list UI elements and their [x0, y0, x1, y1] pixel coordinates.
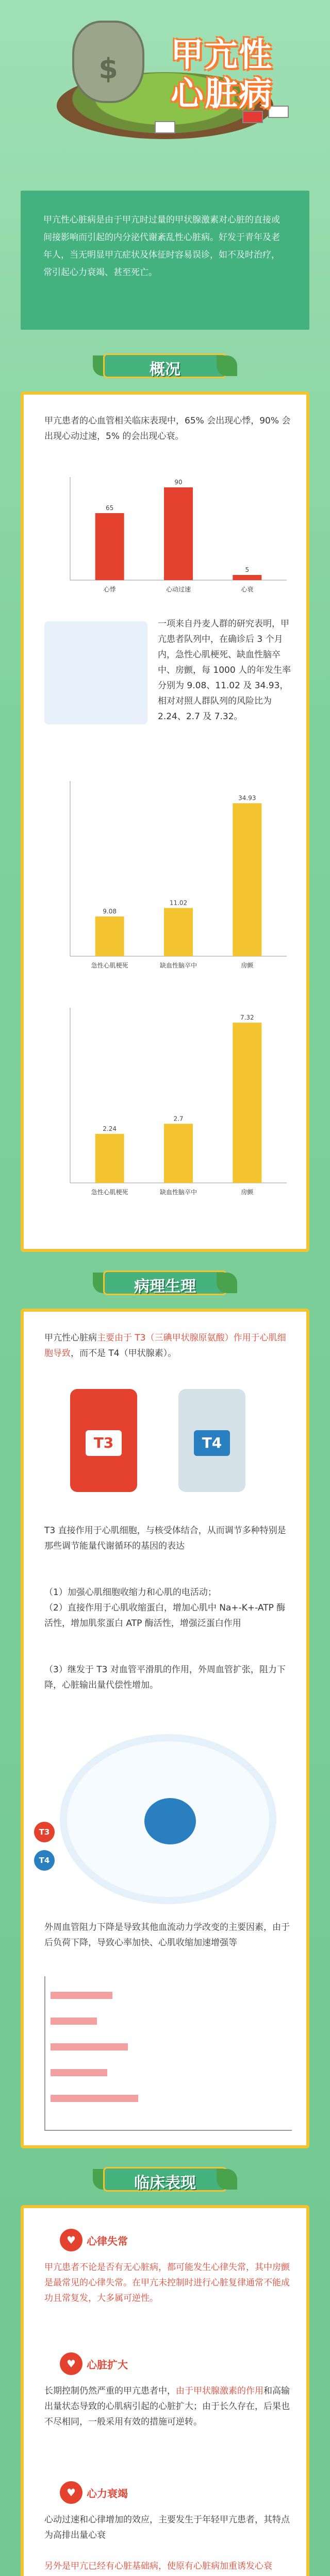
- diagram-bar: [51, 2069, 107, 2076]
- clinical-paragraph-1: 甲亢患者不论是否有无心脏病，都可能发生心律失常，其中房颤是最常见的心律失常。在甲亢未控制时进行心脏复律通常不能成功且常复发，大多属可逆性。: [44, 2262, 290, 2303]
- badge-cardiomegaly: [60, 2352, 147, 2375]
- chart-bar: [233, 1023, 261, 1183]
- badge-label: 心律失常: [87, 2234, 128, 2247]
- hero-title: [144, 21, 299, 129]
- data-label: 9.08: [103, 907, 117, 915]
- chart-bar: [164, 487, 193, 580]
- t4-can-label: T4: [194, 1430, 230, 1456]
- category-label: 心衰: [241, 586, 254, 593]
- category-label: 房颤: [241, 962, 254, 969]
- data-label: 90: [174, 479, 183, 486]
- t3-molecule-icon: T3: [34, 1822, 55, 1842]
- text-span: 甲亢性心脏病: [44, 1333, 97, 1343]
- cell-diagram: [60, 1734, 276, 1904]
- badge-label: 心脏扩大: [87, 2358, 128, 2371]
- diagram-bar: [51, 2018, 97, 2025]
- data-label: 7.32: [240, 1013, 254, 1021]
- clinical-card: [21, 2205, 309, 2576]
- t4-molecule-icon: T4: [34, 1850, 55, 1871]
- text-span: 心动过速和心律增加的效应，主要发生于年轻甲亢患者，其特点为高排出量心衰: [44, 2515, 290, 2540]
- category-label: 缺血性脑卒中: [159, 1189, 197, 1196]
- section-head-overview: [93, 345, 237, 386]
- patho-card: [21, 1309, 309, 2148]
- overview-paragraph-2: 一项来自丹麦人群的研究表明，甲亢患者队列中，在确诊后 3 个月内，急性心肌梗死、缺血性脑卒中、房颤，每 1000 人的年发生率分别为 9.08、11.02 及 34.93，相对对照人群队列的风险比为 2.24、2.7 及 7.32。: [158, 619, 291, 722]
- category-label: 心动过速: [166, 586, 191, 593]
- chart-symptom-rates: [44, 467, 292, 601]
- cell-nucleus: [144, 1798, 196, 1844]
- chart-bar: [95, 513, 124, 580]
- chart-bar: [233, 575, 261, 580]
- text-span-red: 主要由于 T3（三碘甲状腺原氨酸）作用于心肌细胞导致: [44, 1333, 286, 1359]
- hero-banner: [0, 0, 330, 185]
- badge-heart-failure: [60, 2481, 147, 2504]
- section-title: 病理生理: [134, 1278, 196, 1296]
- chart-hazard-ratio: [44, 997, 292, 1204]
- chart-bar: [95, 917, 124, 956]
- category-label: 急性心肌梗死: [91, 1189, 128, 1196]
- category-label: 心悸: [103, 586, 116, 593]
- chart-bar: [233, 803, 261, 956]
- section-head-patho: [93, 1262, 237, 1303]
- diagram-bar: [51, 1992, 112, 1999]
- clinical-paragraph-4: 另外是甲亢已经有心脏基础病，使原有心脏病加重诱发心衰: [44, 2561, 272, 2571]
- patho-item-3: （3）继发于 T3 对血管平滑肌的作用，外周血管扩张，阻力下降，心脏输出量代偿性增加。: [44, 1665, 286, 1690]
- overview-paragraph-1: 甲亢患者的心血管相关临床表现中，65% 会出现心悸，90% 会出现心动过速，5% 的会出现心衰。: [44, 416, 291, 442]
- data-label: 34.93: [238, 794, 256, 802]
- title-line-1: 甲亢性: [171, 36, 273, 74]
- patho-item-1: （1）加强心肌细胞收缩力和心肌的电活动；: [44, 1587, 217, 1598]
- data-label: 2.7: [173, 1115, 184, 1123]
- category-label: 缺血性脑卒中: [159, 962, 197, 969]
- title-line-2: 心脏病: [171, 75, 273, 113]
- heart-icon: ♥: [60, 2352, 82, 2375]
- section-title: 概况: [150, 361, 180, 379]
- category-label: 房颤: [241, 1189, 254, 1196]
- diagram-bar: [51, 2095, 138, 2102]
- patho-paragraph-3: 外周血管阻力下降是导致其他血流动力学改变的主要因素，由于后负荷下降，导致心率加快、心肌收缩加速增强等: [44, 1922, 290, 1948]
- patho-paragraph-1: [44, 1330, 292, 1361]
- overview-card: [21, 392, 309, 1252]
- intro-text: 甲亢性心脏病是由于甲亢时过量的甲状腺激素对心脏的直接或间接影响而引起的内分泌代谢紊乱性心脏病。好发于青年及老年人，当无明显甲亢症状及体征时容易误诊，如不及时治疗，常引起心力衰竭、甚至死亡。: [43, 215, 280, 278]
- text-span-red: 由于甲状腺激素的作用: [176, 2386, 263, 2396]
- t3-can-icon: [70, 1389, 137, 1492]
- chart-bar: [164, 1124, 193, 1183]
- category-label: 急性心肌梗死: [91, 962, 128, 969]
- badge-arrhythmia: [60, 2229, 147, 2251]
- clinical-paragraph-3: [44, 2512, 292, 2543]
- diagram-bar: [51, 2043, 128, 2050]
- bag-glyph: $: [98, 53, 118, 85]
- heart-icon: ♥: [60, 2229, 82, 2251]
- hemodynamics-diagram: [44, 1976, 292, 2131]
- t3-can-label: T3: [86, 1430, 122, 1456]
- clinical-paragraph-2: [44, 2383, 292, 2430]
- section-title: 临床表现: [134, 2174, 196, 2192]
- text-span: ，而不是 T4（甲状腺素）。: [71, 1348, 177, 1359]
- text-span: 长期控制仍然严重的甲亢患者中，: [44, 2386, 176, 2396]
- t4-can-icon: [178, 1389, 245, 1492]
- chart-incidence-per-1000: [44, 771, 292, 977]
- money-bag-icon: [72, 21, 144, 103]
- chart-bar: [95, 1134, 124, 1183]
- badge-label: 心力衰竭: [87, 2487, 128, 2500]
- patho-item-2: （2）直接作用于心肌收缩蛋白，增加心肌中 Na+-K+-ATP 酶活性，增加肌浆蛋白 ATP 酶活性，增强泛蛋白作用: [44, 1603, 286, 1629]
- intro-card: [21, 191, 309, 330]
- data-label: 5: [245, 566, 250, 573]
- data-label: 65: [106, 504, 114, 512]
- section-head-clinical: [93, 2159, 237, 2200]
- heart-icon: ♥: [60, 2481, 82, 2504]
- document-magnifier-icon: [44, 621, 147, 724]
- chart-bar: [164, 908, 193, 956]
- data-label: 2.24: [103, 1125, 117, 1132]
- data-label: 11.02: [169, 899, 188, 907]
- text-span: 和高输出量状态导致的心肌病引起的心脏扩大；由于长久存在，后果也不尽相同，一般采用有效的措施可逆转。: [44, 2386, 290, 2427]
- patho-paragraph-2: T3 直接作用于心肌细胞，与核受体结合，从而调节多种特别是那些调节能量代谢循环的基因的表达: [44, 1526, 286, 1551]
